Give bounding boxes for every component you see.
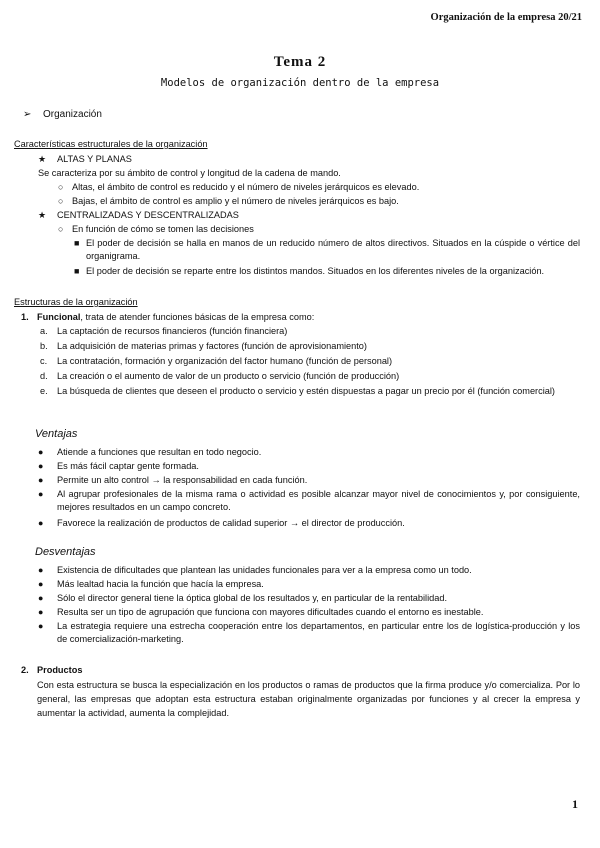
central-title: CENTRALIZADAS Y DESCENTRALIZADAS (57, 210, 239, 220)
page-number: 1 (572, 797, 578, 811)
subitem-b: La adquisición de materias primas y factores (función de aprovisionamiento) (57, 341, 367, 351)
desventaja-2: Más lealtad hacia la función que hacía la empresa. (57, 579, 264, 589)
altas-item-2: Bajas, el ámbito de control es amplio y el número de niveles jerárquicos es bajo. (72, 196, 399, 206)
dot-bullet-icon: ● (38, 518, 44, 528)
subitem-a: La captación de recursos financieros (función financiera) (57, 326, 288, 336)
desventaja-5: La estrategia requiere una estrecha cooperación entre los departamentos, en particular entre los de logística-producción y los de comercialización-marketing. (57, 621, 580, 644)
item-2-number: 2. (21, 665, 29, 675)
circle-bullet-icon: ○ (58, 196, 64, 206)
item-1-text: , trata de atender funciones básicas de la empresa como: (80, 312, 315, 322)
desventaja-3: Sólo el director general tiene la óptica global de los resultados y, en particular de la rentabilidad. (57, 593, 448, 603)
square-bullet-icon: ■ (74, 266, 80, 276)
central-sub-2: El poder de decisión se reparte entre los distintos mandos. Situados en los diferentes niveles de la organización. (86, 266, 545, 276)
dot-bullet-icon: ● (38, 621, 44, 631)
item-2-title: Productos (37, 665, 83, 675)
letter-d: d. (40, 371, 48, 381)
altas-desc: Se caracteriza por su ámbito de control y longitud de la cadena de mando. (38, 168, 341, 178)
ventajas-title: Ventajas (35, 428, 78, 440)
ventaja-1: Atiende a funciones que resultan en todo negocio. (57, 447, 262, 457)
dot-bullet-icon: ● (38, 447, 44, 457)
subitem-d: La creación o el aumento de valor de un producto o servicio (función de producción) (57, 371, 400, 381)
ventaja-3: Permite un alto control → la responsabilidad en cada función. (57, 475, 308, 485)
desventaja-1: Existencia de dificultades que plantean las unidades funcionales para ver a la empresa como un todo. (57, 565, 472, 575)
square-bullet-icon: ■ (74, 238, 80, 248)
ventaja-5: Favorece la realización de productos de calidad superior → el director de producción. (57, 518, 405, 528)
ventaja-2: Es más fácil captar gente formada. (57, 461, 199, 471)
page-subtitle: Modelos de organización dentro de la empresa (160, 77, 440, 89)
circle-bullet-icon: ○ (58, 182, 64, 192)
letter-a: a. (40, 326, 48, 336)
page-title: Tema 2 (273, 54, 327, 70)
altas-item-1: Altas, el ámbito de control es reducido y el número de niveles jerárquicos es elevado. (72, 182, 420, 192)
letter-b: b. (40, 341, 48, 351)
altas-title: ALTAS Y PLANAS (57, 154, 132, 164)
letter-c: c. (40, 356, 48, 366)
central-sub-1: El poder de decisión se halla en manos de un reducido número de altos directivos. Situados en la cúspide o vértice del organigrama. (86, 238, 580, 261)
dot-bullet-icon: ● (38, 579, 44, 589)
desventajas-title: Desventajas (35, 546, 96, 558)
subitem-c: La contratación, formación y organización del factor humano (función de personal) (57, 356, 393, 366)
caracteristicas-heading: Características estructurales de la organización (14, 139, 208, 149)
dot-bullet-icon: ● (38, 565, 44, 575)
star-icon: ★ (38, 154, 47, 164)
page-header: Organización de la empresa 20/21 (430, 12, 582, 23)
central-item: En función de cómo se tomen las decisiones (72, 224, 254, 234)
subitem-e: La búsqueda de clientes que deseen el producto o servicio y estén dispuestas a pagar un precio por él (función comercial) (57, 386, 555, 396)
dot-bullet-icon: ● (38, 489, 44, 499)
desventaja-4: Resulta ser un tipo de agrupación que funciona con mayores dificultades cuando el entorno es inestable. (57, 607, 484, 617)
dot-bullet-icon: ● (38, 593, 44, 603)
letter-e: e. (40, 386, 48, 396)
dot-bullet-icon: ● (38, 461, 44, 471)
dot-bullet-icon: ● (38, 475, 44, 485)
section-label: Organización (43, 109, 102, 120)
item-2-text: Con esta estructura se busca la especialización en los productos o ramas de productos que la firma produce y/o comercializa. Por lo general, las empresas que adoptan esta estructura estaban originalmente organizadas por funciones y al crecer la empresa y aumentar la actividad, aumenta la complejidad. (37, 680, 580, 718)
circle-bullet-icon: ○ (58, 224, 64, 234)
item-1-number: 1. (21, 312, 29, 322)
ventaja-4: Al agrupar profesionales de la misma rama o actividad es posible alcanzar mayor nivel de conocimientos y, por consiguiente, mejores resultados en un campo concreto. (57, 489, 580, 512)
star-icon: ★ (38, 210, 47, 220)
estructuras-heading: Estructuras de la organización (14, 297, 138, 307)
dot-bullet-icon: ● (38, 607, 44, 617)
arrow-bullet-icon: ➢ (23, 109, 32, 120)
item-1-title: Funcional (37, 312, 81, 322)
